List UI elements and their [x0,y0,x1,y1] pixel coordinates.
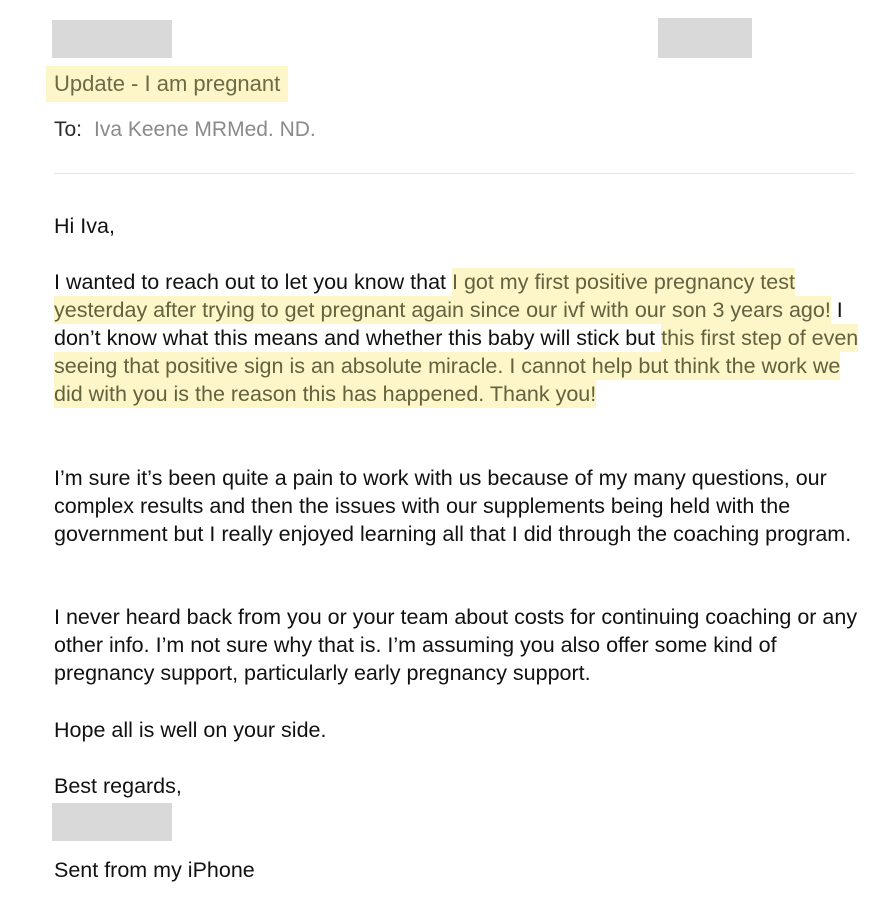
email-signature-footer: Sent from my iPhone [54,858,255,882]
email-paragraph-4: Hope all is well on your side. [54,718,327,742]
para1-highlight-a: I got my first positive pregnancy test yesterday after trying to get pregnant again since our ivf with our son 3 years ago! [54,270,831,322]
email-closing: Best regards, [54,774,182,798]
redacted-sender-name [52,20,172,58]
email-greeting: Hi Iva, [54,214,115,238]
redacted-signature [52,803,172,841]
para1-text-b: I don’t know what this means and whether this baby will stick but [54,298,843,350]
recipient-value[interactable]: Iva Keene MRMed. ND. [94,118,316,141]
para1-highlight-b: this first step of even seeing that positive sign is an absolute miracle. I cannot help but think the work we did with you is the reason this has happened. Thank you! [54,326,859,406]
email-paragraph-3: I never heard back from you or your team about costs for continuing coaching or any other info. I’m not sure why that is. I’m assuming you also offer some kind of pregnancy support, particularly early pregnancy support. [54,605,858,685]
redacted-date [658,18,752,58]
recipient-line [54,116,316,144]
recipient-label: To: [54,118,83,141]
email-paragraph-2: I’m sure it’s been quite a pain to work with us because of my many questions, our complex results and then the issues with our supplements being held with the government but I really enjoyed learning all that I did through the coaching program. [54,466,852,546]
email-paragraph-1 [54,268,860,408]
header-divider [54,173,854,174]
email-subject: Update - I am pregnant [46,66,288,102]
para1-text-a: I wanted to reach out to let you know that [54,270,452,294]
